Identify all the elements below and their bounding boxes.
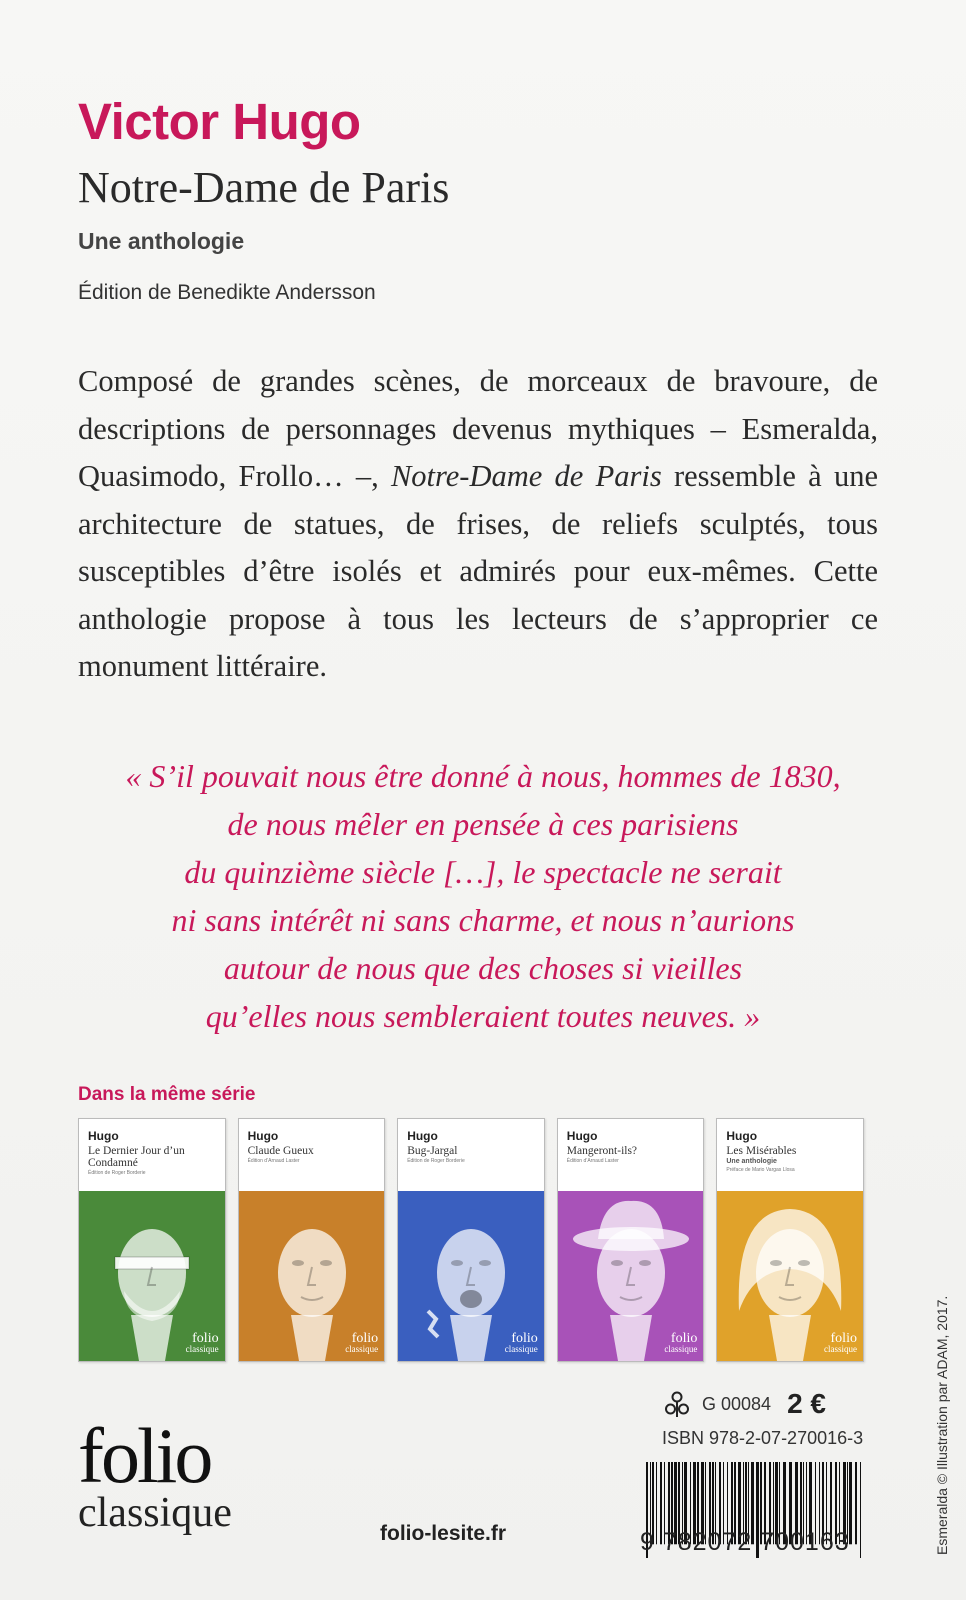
folio-mini-logo-word: folio [670,1331,698,1346]
folio-mini-logo-word: folio [830,1331,857,1346]
face [278,1229,346,1317]
eye [320,1260,332,1266]
blurb-part2: ressemble à une architecture de statues, de frises, de reliefs sculptés, tous susceptibles d’être isolés et admirés pour eux-mêmes. Cette anthologie propose à tous les lecteurs de s’approprier ce monument littéraire. [78,459,878,683]
eye [479,1260,491,1266]
quote-line: du quinzième siècle […], le spectacle ne serait [184,854,782,890]
mouth [460,1290,482,1308]
website: folio-lesite.fr [380,1522,507,1545]
series-book-edition: Édition de Roger Borderie [407,1158,465,1164]
eye [451,1260,463,1266]
face [597,1229,665,1317]
eye [611,1260,623,1266]
blurb [78,358,878,691]
series-book-edition: Édition d’Arnaud Laster [566,1158,619,1164]
folio-classique-logo [78,1412,232,1536]
folio-mini-logo-sub: classique [504,1344,538,1354]
price-row [662,1386,870,1422]
series-book-title: Claude Gueux [247,1145,314,1157]
price-codes [662,1386,870,1449]
book-subtitle: Une anthologie [78,228,245,254]
blurb-part1: Composé de grandes scènes, de morceaux de bravoure, de descriptions de personnages devenus mythiques – Esmeralda, Quasimodo, Frollo… –, [78,364,878,493]
neck [131,1315,173,1361]
folio-mini-logo-word: folio [351,1331,379,1346]
series-label: Dans la même série [78,1084,256,1105]
series-book-title: Mangeront-ils? [566,1145,638,1157]
quote [60,752,906,1040]
series-book-title-block [407,1145,539,1165]
series-book [557,1118,705,1362]
neck [769,1315,811,1361]
classique-logo-word: classique [78,1490,232,1536]
price: 2 € [787,1388,826,1419]
quote-line: autour de nous que des choses si vieilles [223,950,743,986]
series-book [238,1118,386,1362]
series-book [397,1118,545,1362]
eye [770,1260,782,1266]
series-book-edition: Édition de Roger Borderie [88,1170,146,1176]
eye [798,1260,810,1266]
author-name: Victor Hugo [78,93,361,150]
neck [450,1315,492,1361]
series-book-title: Le Dernier Jour d’un Condamné [88,1145,185,1169]
edition-credit: Édition de Benedikte Andersson [78,281,376,304]
series-book-edition: Édition d’Arnaud Laster [247,1158,300,1164]
trefoil-icon [662,1389,692,1419]
series-book-title: Les Misérables [726,1145,797,1157]
series-book-author: Hugo [88,1129,119,1143]
illustration-credit: Esmeralda © Illustration par ADAM, 2017. [934,1295,950,1555]
folio-mini-logo [824,1333,857,1355]
barcode-digits: 9 782072 700163 [640,1528,850,1556]
folio-mini-logo [186,1333,219,1355]
series-book-author: Hugo [726,1129,758,1143]
neck [610,1315,652,1361]
quote-line: « S’il pouvait nous être donné à nous, hommes de 1830, [125,758,841,794]
series-book-title-block [248,1145,380,1165]
g-code: G 00084 [702,1393,772,1414]
series-book-author: Hugo [407,1129,438,1143]
face [756,1229,824,1317]
eye [639,1260,651,1266]
series-book-author: Hugo [566,1129,598,1143]
series-book-subtitle: Une anthologie [726,1158,777,1165]
book-title: Notre-Dame de Paris [78,163,450,212]
series-book [78,1118,226,1362]
folio-mini-logo-sub: classique [185,1344,219,1354]
series-book-title-block [88,1145,220,1177]
isbn: ISBN 978-2-07-270016-3 [662,1428,864,1448]
folio-mini-logo [664,1333,697,1355]
series-book-edition: Préface de Mario Vargas Llosa [726,1167,795,1173]
folio-mini-logo [505,1333,538,1355]
series-books [78,1118,864,1364]
folio-logo-word: folio [78,1412,211,1499]
series-book [716,1118,864,1362]
folio-mini-logo-sub: classique [345,1344,379,1354]
series-book-author: Hugo [247,1129,279,1143]
series-book-title: Bug-Jargal [407,1145,458,1157]
folio-mini-logo-sub: classique [664,1344,698,1354]
chain [428,1311,438,1337]
quote-line: de nous mêler en pensée à ces parisiens [227,806,739,842]
quote-line: qu’elles nous sembleraient toutes neuves. » [205,998,761,1034]
folio-mini-logo-word: folio [511,1331,538,1346]
blurb-italic-title: Notre-Dame de Paris [390,459,662,493]
neck [291,1315,333,1361]
folio-mini-logo-sub: classique [823,1344,857,1354]
series-book-title-block [726,1145,858,1174]
folio-mini-logo-word: folio [192,1331,219,1346]
series-book-title-block [567,1145,699,1165]
blurb-paragraph [78,358,878,691]
folio-mini-logo [345,1333,378,1355]
eye [292,1260,304,1266]
quote-line: ni sans intérêt ni sans charme, et nous n’aurions [171,902,795,938]
